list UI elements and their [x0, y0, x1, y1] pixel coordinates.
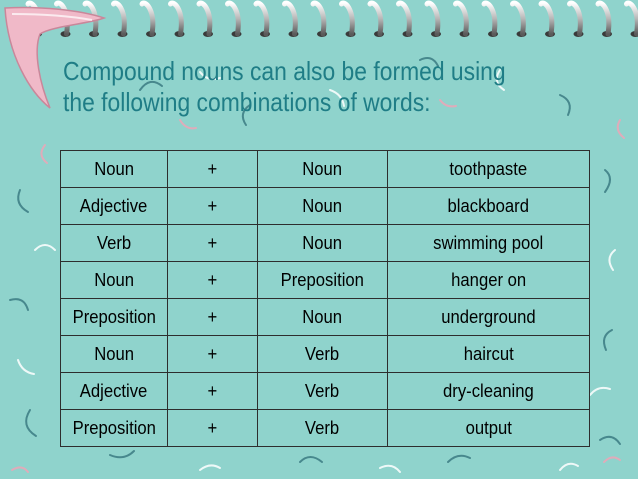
title-line-2: the following combinations of words: [63, 87, 431, 117]
plus-cell-text: + [207, 306, 218, 327]
first-word-cell-text: Noun [94, 269, 134, 290]
binding-ring [142, 3, 153, 34]
plus-cell [168, 151, 258, 188]
first-word-cell-text: Preposition [72, 306, 156, 327]
binding-ring [541, 3, 552, 34]
plus-cell [168, 373, 258, 410]
first-word-cell-text: Noun [94, 158, 134, 179]
table-row [61, 262, 590, 299]
binding-ring [199, 3, 210, 34]
example-cell-text: output [465, 417, 512, 438]
second-word-cell [258, 188, 388, 225]
second-word-cell [258, 373, 388, 410]
first-word-cell [61, 262, 168, 299]
second-word-cell [258, 225, 388, 262]
binding-ring [598, 3, 609, 34]
title-line-1: Compound nouns can also be formed using [63, 56, 506, 86]
plus-cell-text: + [207, 232, 218, 253]
second-word-cell [258, 262, 388, 299]
table-row [61, 225, 590, 262]
slide-title [63, 56, 556, 118]
second-word-cell-text: Verb [305, 343, 340, 364]
table-row [61, 188, 590, 225]
first-word-cell-text: Noun [94, 343, 134, 364]
plus-cell [168, 336, 258, 373]
second-word-cell-text: Noun [302, 158, 343, 179]
second-word-cell-text: Verb [305, 380, 340, 401]
table-row [61, 151, 590, 188]
binding-ring [342, 3, 353, 34]
example-cell-text: toothpaste [449, 158, 528, 179]
binding-ring [627, 3, 638, 34]
example-cell-text: blackboard [447, 195, 530, 216]
second-word-cell-text: Noun [302, 195, 343, 216]
first-word-cell [61, 373, 168, 410]
second-word-cell-text: Preposition [280, 269, 365, 290]
first-word-cell-text: Verb [96, 232, 132, 253]
table-body [61, 151, 590, 447]
first-word-cell [61, 299, 168, 336]
plus-cell-text: + [207, 158, 218, 179]
example-cell-text: hanger on [450, 269, 526, 290]
second-word-cell [258, 336, 388, 373]
plus-cell-text: + [207, 195, 218, 216]
plus-cell [168, 225, 258, 262]
example-cell [388, 151, 590, 188]
binding-ring [256, 3, 267, 34]
table-row [61, 336, 590, 373]
table-row [61, 410, 590, 447]
first-word-cell [61, 410, 168, 447]
first-word-cell [61, 151, 168, 188]
second-word-cell-text: Noun [302, 232, 343, 253]
first-word-cell-text: Adjective [80, 380, 148, 401]
binding-ring [427, 3, 438, 34]
first-word-cell-text: Preposition [72, 417, 156, 438]
binding-ring [399, 3, 410, 34]
binding-ring [570, 3, 581, 34]
example-cell-text: swimming pool [433, 232, 544, 253]
plus-cell-text: + [207, 380, 218, 401]
example-cell [388, 262, 590, 299]
binding-ring [313, 3, 324, 34]
second-word-cell [258, 151, 388, 188]
example-cell [388, 188, 590, 225]
example-cell-text: haircut [463, 343, 514, 364]
example-cell [388, 336, 590, 373]
binding-ring [285, 3, 296, 34]
first-word-cell [61, 336, 168, 373]
example-cell-text: dry-cleaning [443, 380, 534, 401]
binding-ring [228, 3, 239, 34]
plus-cell [168, 299, 258, 336]
plus-cell [168, 410, 258, 447]
example-cell [388, 373, 590, 410]
binding-ring [114, 3, 125, 34]
binding-ring [484, 3, 495, 34]
plus-cell-text: + [207, 417, 218, 438]
plus-cell [168, 188, 258, 225]
example-cell [388, 410, 590, 447]
plus-cell-text: + [207, 343, 218, 364]
table-row [61, 299, 590, 336]
second-word-cell [258, 299, 388, 336]
second-word-cell-text: Verb [305, 417, 340, 438]
example-cell [388, 299, 590, 336]
second-word-cell-text: Noun [302, 306, 343, 327]
example-cell [388, 225, 590, 262]
table-row [61, 373, 590, 410]
binding-ring [513, 3, 524, 34]
first-word-cell [61, 188, 168, 225]
second-word-cell [258, 410, 388, 447]
binding-ring [370, 3, 381, 34]
binding-ring [171, 3, 182, 34]
compound-noun-table [60, 150, 590, 447]
example-cell-text: underground [441, 306, 536, 327]
plus-cell-text: + [207, 269, 218, 290]
first-word-cell [61, 225, 168, 262]
plus-cell [168, 262, 258, 299]
first-word-cell-text: Adjective [80, 195, 148, 216]
binding-ring [456, 3, 467, 34]
